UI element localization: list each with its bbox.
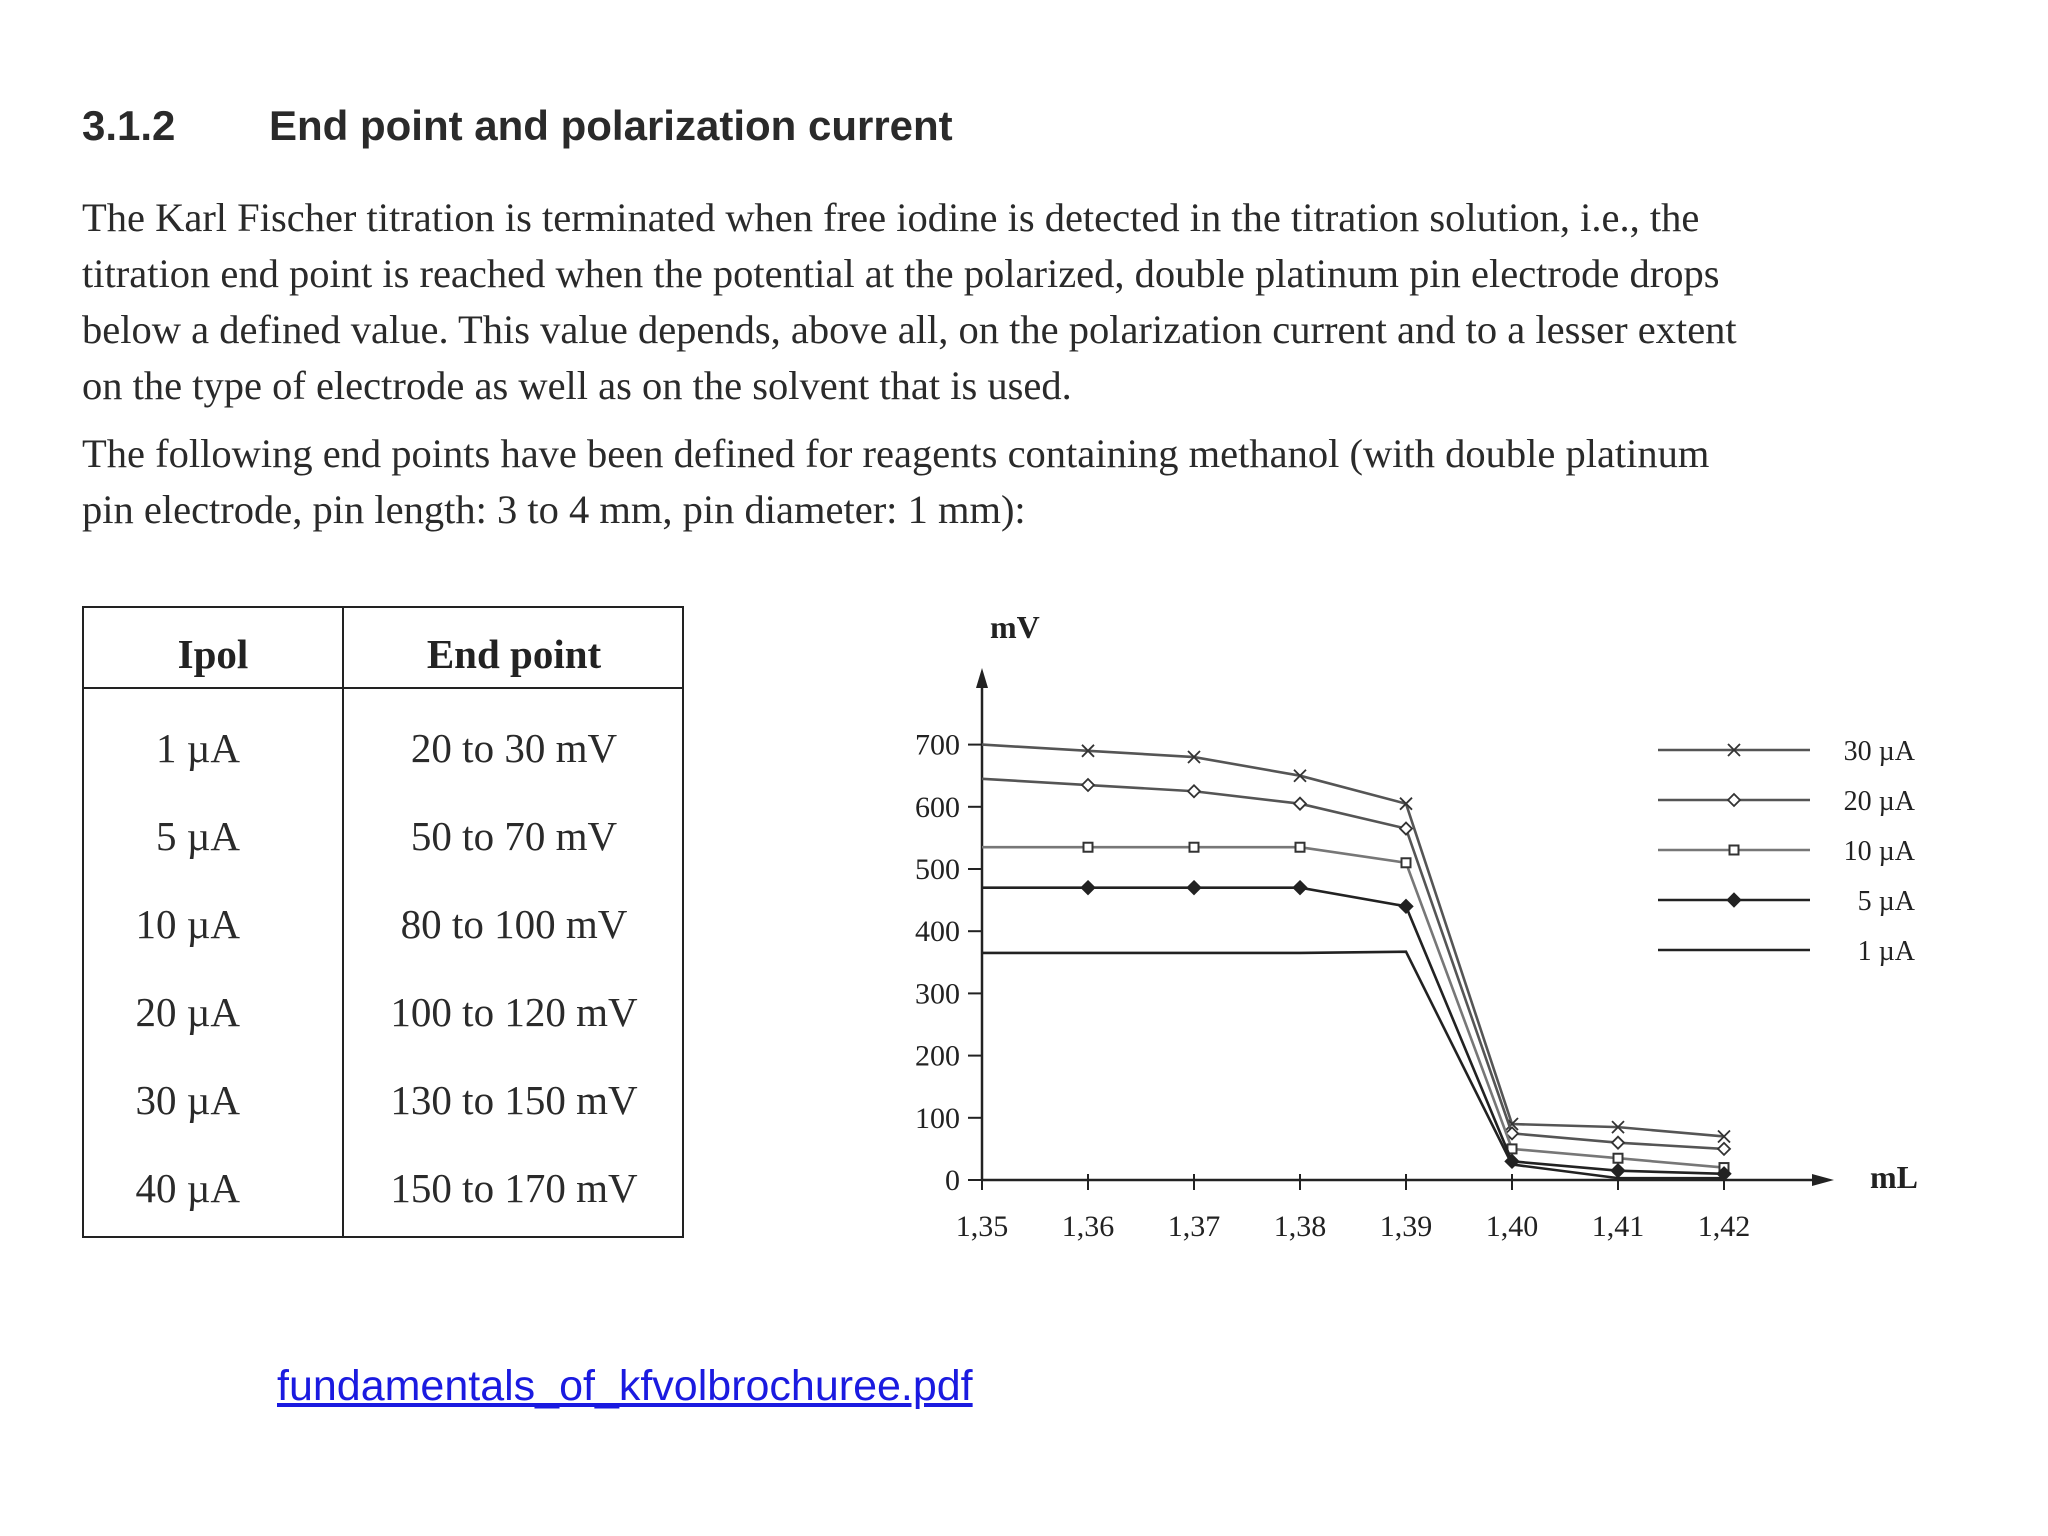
y-tick-label: 600	[915, 790, 960, 824]
table-cell-ipol: 1 µA	[156, 725, 240, 771]
y-axis-label: mV	[990, 609, 1040, 645]
data-point	[1081, 881, 1095, 895]
data-point	[1399, 899, 1413, 913]
table-cell-ipol: 20 µA	[135, 989, 240, 1035]
x-tick-label: 1,40	[1485, 1210, 1539, 1243]
series-line	[982, 745, 1724, 1137]
series-filled-diamond	[982, 881, 1731, 1181]
table-cell-endpoint: 130 to 150 mV	[390, 1077, 638, 1123]
legend-label: 30 µA	[1843, 736, 1915, 767]
data-point	[1293, 881, 1307, 895]
legend-marker	[1730, 846, 1739, 855]
section-number: 3.1.2	[82, 102, 176, 149]
x-tick-label: 1,37	[1167, 1210, 1221, 1243]
series-line	[982, 779, 1724, 1149]
data-point	[1188, 785, 1200, 797]
legend-marker	[1727, 893, 1741, 907]
endpoint-table	[82, 606, 684, 1238]
x-tick-label: 1,36	[1061, 1210, 1115, 1243]
table-cell-endpoint: 150 to 170 mV	[390, 1165, 638, 1211]
legend-marker	[1728, 794, 1740, 806]
y-tick-label: 0	[945, 1164, 960, 1197]
data-point	[1084, 843, 1093, 852]
table-cell-endpoint: 100 to 120 mV	[390, 989, 638, 1035]
table-cell-ipol: 10 µA	[135, 901, 240, 947]
paragraph-line: The Karl Fischer titration is terminated when free iodine is detected in the titration solution, i.e., the	[82, 195, 1700, 240]
y-tick-label: 100	[915, 1101, 960, 1135]
y-tick-label: 700	[915, 728, 960, 762]
paragraph-line: pin electrode, pin length: 3 to 4 mm, pin diameter: 1 mm):	[82, 487, 1026, 532]
data-point	[1082, 779, 1094, 791]
table-cell-ipol: 30 µA	[135, 1077, 240, 1123]
table-header-ipol: Ipol	[177, 631, 249, 677]
series-line	[982, 847, 1724, 1167]
paragraph-line: on the type of electrode as well as on the solvent that is used.	[82, 363, 1072, 408]
x-tick-label: 1,39	[1379, 1210, 1433, 1243]
table-cell-ipol: 5 µA	[156, 813, 240, 859]
paragraph-1	[82, 190, 1962, 414]
table-header-divider	[84, 687, 682, 689]
series-line	[982, 888, 1724, 1174]
chart-series	[982, 745, 1731, 1181]
paragraph-line: below a defined value. This value depends, above all, on the polarization current and to a lesser extent	[82, 307, 1737, 352]
data-point	[1187, 881, 1201, 895]
x-tick-label: 1,41	[1591, 1210, 1645, 1243]
y-tick-label: 200	[915, 1039, 960, 1073]
chart-axes	[915, 668, 1834, 1243]
legend-label: 1 µA	[1857, 936, 1915, 967]
paragraph-line: The following end points have been defined for reagents containing methanol (with double platinum	[82, 431, 1710, 476]
y-tick-label: 300	[915, 977, 960, 1011]
data-point	[1614, 1154, 1623, 1163]
table-cell-endpoint: 20 to 30 mV	[410, 725, 618, 771]
data-point	[1296, 843, 1305, 852]
legend-label: 20 µA	[1843, 786, 1915, 817]
x-tick-label: 1,42	[1697, 1210, 1751, 1243]
y-tick-label: 500	[915, 853, 960, 886]
data-point	[1612, 1137, 1624, 1149]
x-tick-label: 1,35	[955, 1210, 1009, 1243]
source-pdf-link[interactable]: fundamentals_of_kfvolbrochuree.pdf	[277, 1362, 973, 1410]
data-point	[1294, 798, 1306, 810]
data-point	[1190, 843, 1199, 852]
data-point	[1611, 1164, 1625, 1178]
x-tick-label: 1,38	[1273, 1210, 1327, 1243]
data-point	[1400, 823, 1412, 835]
table-cell-endpoint: 50 to 70 mV	[410, 813, 618, 859]
paragraph-line: titration end point is reached when the potential at the polarized, double platinum pin electrode drops	[82, 251, 1720, 296]
legend-label: 5 µA	[1857, 886, 1915, 917]
x-axis-label: mL	[1870, 1159, 1918, 1195]
section-title: End point and polarization current	[269, 102, 953, 149]
data-point	[1718, 1143, 1730, 1155]
y-tick-label: 400	[915, 915, 960, 949]
chart-legend	[1658, 736, 1916, 967]
x-axis-arrow	[1812, 1174, 1834, 1186]
table-header-endpoint: End point	[426, 631, 602, 677]
paragraph-2	[82, 426, 1962, 538]
table-cell-endpoint: 80 to 100 mV	[400, 901, 628, 947]
series-diamond	[982, 779, 1730, 1155]
titration-curve-chart	[915, 600, 1960, 1260]
y-axis-arrow	[976, 668, 988, 688]
data-point	[1402, 858, 1411, 867]
section-heading	[82, 102, 953, 150]
table-cell-ipol: 40 µA	[135, 1165, 240, 1211]
series-x	[982, 745, 1730, 1143]
legend-label: 10 µA	[1843, 836, 1915, 867]
series-square	[982, 843, 1729, 1172]
